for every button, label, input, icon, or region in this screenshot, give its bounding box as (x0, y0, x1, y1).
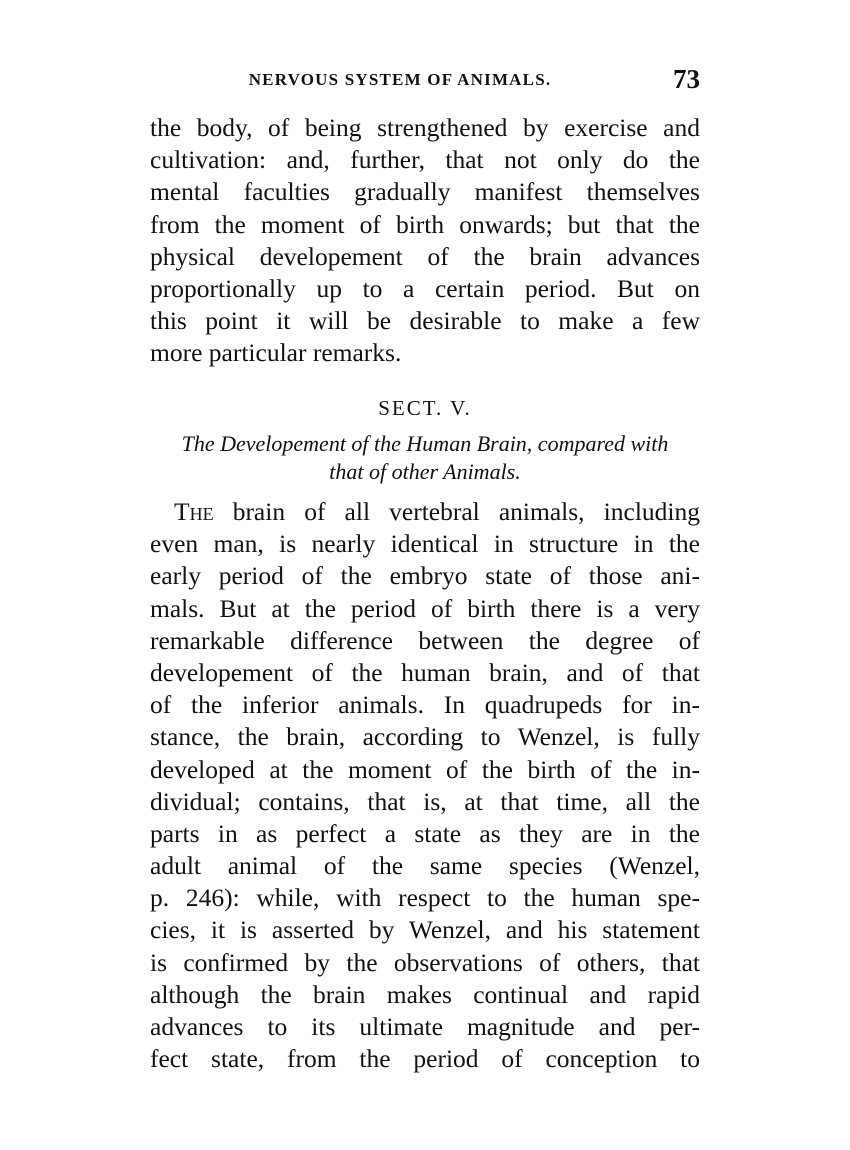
text-line: fect state, from the period of conception to (150, 1044, 700, 1074)
text-line: of the inferior animals. In quadrupeds for in- (150, 690, 700, 720)
text-line: this point it will be desirable to make a few (150, 306, 700, 336)
paragraph-2 (150, 496, 700, 1075)
section-title-line: that of other Animals. (329, 459, 521, 484)
text-line: from the moment of birth onwards; but that the (150, 209, 700, 239)
running-title: NERVOUS SYSTEM OF ANIMALS. (248, 70, 552, 89)
running-head (150, 66, 700, 96)
section-heading: SECT. V. (378, 396, 472, 420)
text-line: even man, is nearly identical in structure in the (150, 529, 700, 559)
section-title (150, 430, 700, 486)
paragraph-1 (150, 112, 700, 370)
text-line: cies, it is asserted by Wenzel, and his statement (150, 915, 700, 945)
page-number: 73 (673, 64, 700, 94)
text-line: parts in as perfect a state as they are in the (150, 818, 700, 848)
text-line: physical developement of the brain advances (150, 241, 700, 271)
text-line: mals. But at the period of birth there is a very (150, 593, 700, 623)
text-line: remarkable difference between the degree of (150, 625, 700, 655)
text-line: developement of the human brain, and of that (150, 657, 700, 687)
text-line: more particular remarks. (150, 338, 402, 368)
text-line: advances to its ultimate magnitude and per- (150, 1012, 700, 1041)
text-line: the body, of being strengthened by exercise and (150, 113, 700, 142)
text-line: adult animal of the same species (Wenzel, (150, 851, 700, 881)
text-line: early period of the embryo state of those ani- (150, 561, 700, 591)
section-title-line: The Developement of the Human Brain, compared with (181, 431, 669, 456)
text-line: although the brain makes continual and rapid (150, 979, 700, 1009)
text-line: developed at the moment of the birth of the in- (150, 754, 700, 784)
text-line (150, 496, 700, 528)
text-line: p. 246): while, with respect to the human spe- (150, 883, 700, 913)
drop-word: The (174, 497, 214, 526)
text-line: proportionally up to a certain period. But on (150, 273, 700, 303)
text-line: is confirmed by the observations of others, that (150, 947, 700, 977)
text-line: dividual; contains, that is, at that time, all the (150, 786, 700, 816)
first-line-text: brain of all vertebral animals, including (213, 497, 700, 526)
text-line: cultivation: and, further, that not only do the (150, 145, 700, 175)
text-line: mental faculties gradually manifest themselves (150, 177, 700, 207)
text-line: stance, the brain, according to Wenzel, is fully (150, 722, 700, 752)
